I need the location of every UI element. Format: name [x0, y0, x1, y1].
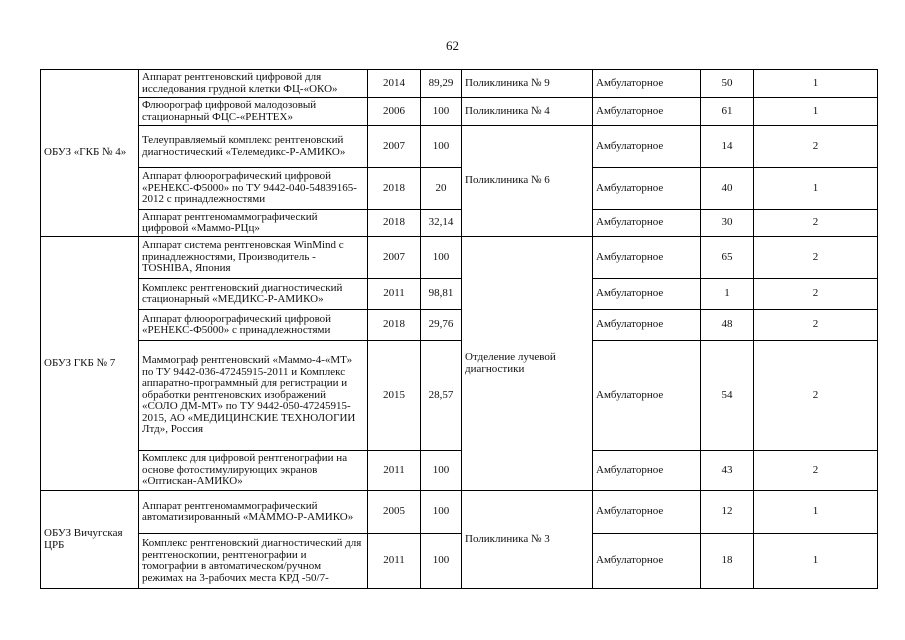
- type-cell: Амбулаторное: [593, 126, 701, 168]
- shifts-cell: 1: [754, 491, 878, 534]
- table-row: [41, 237, 878, 279]
- type-cell: Амбулаторное: [593, 210, 701, 237]
- year-cell: 2015: [368, 341, 421, 451]
- equipment-cell: Телеуправляемый комплекс рентгеновский диагностический «Телемедикс-Р-АМИКО»: [139, 126, 368, 168]
- org-cell: ОБУЗ Вичугская ЦРБ: [41, 491, 139, 589]
- load-cell: 54: [701, 341, 754, 451]
- equipment-cell: Флюорограф цифровой малодозовый стационарный ФЦС-«РЕНТЕХ»: [139, 98, 368, 126]
- load-cell: 40: [701, 168, 754, 210]
- year-cell: 2011: [368, 279, 421, 310]
- equipment-cell: Аппарат флюорографический цифровой «РЕНЕКС-Ф5000» с принадлежностями: [139, 310, 368, 341]
- type-cell: Амбулаторное: [593, 168, 701, 210]
- shifts-cell: 2: [754, 451, 878, 491]
- table-row: [41, 210, 878, 237]
- year-cell: 2014: [368, 70, 421, 98]
- percent-cell: 100: [421, 126, 462, 168]
- equipment-cell: Комплекс для цифровой рентгенографии на основе фотостимулирующих экранов «Оптискан-АМИКО»: [139, 451, 368, 491]
- table-row: [41, 70, 878, 98]
- page-number: 62: [446, 38, 459, 53]
- year-cell: 2018: [368, 168, 421, 210]
- table-row: [41, 341, 878, 451]
- org-cell: ОБУЗ «ГКБ № 4»: [41, 70, 139, 237]
- table-row: [41, 98, 878, 126]
- shifts-cell: 2: [754, 341, 878, 451]
- shifts-cell: 2: [754, 279, 878, 310]
- type-cell: Амбулаторное: [593, 70, 701, 98]
- year-cell: 2005: [368, 491, 421, 534]
- year-cell: 2007: [368, 126, 421, 168]
- dept-cell: Поликлиника № 6: [462, 126, 593, 237]
- percent-cell: 98,81: [421, 279, 462, 310]
- table-row: [41, 534, 878, 589]
- shifts-cell: 2: [754, 237, 878, 279]
- percent-cell: 32,14: [421, 210, 462, 237]
- type-cell: Амбулаторное: [593, 534, 701, 589]
- percent-cell: 29,76: [421, 310, 462, 341]
- equipment-cell: Маммограф рентгеновский «Маммо-4-«МТ» по ТУ 9442-036-47245915-2011 и Комплекс аппаратно-программный для регистрации и обработки рентгеновских изображений «СОЛО ДМ-МТ» по ТУ 9442-050-47245915-2015, АО «МЕДИЦИНСКИЕ ТЕХНОЛОГИИ Лтд», Россия: [139, 341, 368, 451]
- shifts-cell: 1: [754, 534, 878, 589]
- type-cell: Амбулаторное: [593, 310, 701, 341]
- load-cell: 61: [701, 98, 754, 126]
- percent-cell: 100: [421, 451, 462, 491]
- load-cell: 18: [701, 534, 754, 589]
- table-row: [41, 279, 878, 310]
- year-cell: 2006: [368, 98, 421, 126]
- equipment-cell: Комплекс рентгеновский диагностический для рентгеноскопии, рентгенографии и томографии в автоматическом/ручном режимах на 3-рабочих места КРД -50/7-: [139, 534, 368, 589]
- load-cell: 50: [701, 70, 754, 98]
- equipment-cell: Аппарат рентгеномаммографический цифровой «Маммо-РЦц»: [139, 210, 368, 237]
- shifts-cell: 2: [754, 310, 878, 341]
- year-cell: 2018: [368, 310, 421, 341]
- shifts-cell: 2: [754, 126, 878, 168]
- year-cell: 2011: [368, 451, 421, 491]
- dept-cell: Поликлиника № 9: [462, 70, 593, 98]
- shifts-cell: 2: [754, 210, 878, 237]
- table-row: [41, 491, 878, 534]
- equipment-cell: Аппарат рентгеномаммографический автоматизированный «МАММО-Р-АМИКО»: [139, 491, 368, 534]
- type-cell: Амбулаторное: [593, 491, 701, 534]
- percent-cell: 100: [421, 98, 462, 126]
- percent-cell: 100: [421, 534, 462, 589]
- percent-cell: 89,29: [421, 70, 462, 98]
- load-cell: 43: [701, 451, 754, 491]
- shifts-cell: 1: [754, 70, 878, 98]
- type-cell: Амбулаторное: [593, 98, 701, 126]
- load-cell: 12: [701, 491, 754, 534]
- percent-cell: 20: [421, 168, 462, 210]
- dept-cell: Отделение лучевой диагностики: [462, 237, 593, 491]
- percent-cell: 100: [421, 491, 462, 534]
- dept-cell: Поликлиника № 4: [462, 98, 593, 126]
- type-cell: Амбулаторное: [593, 237, 701, 279]
- dept-cell: Поликлиника № 3: [462, 491, 593, 589]
- equipment-cell: Комплекс рентгеновский диагностический стационарный «МЕДИКС-Р-АМИКО»: [139, 279, 368, 310]
- table-row: [41, 168, 878, 210]
- year-cell: 2018: [368, 210, 421, 237]
- load-cell: 14: [701, 126, 754, 168]
- table-row: [41, 310, 878, 341]
- year-cell: 2007: [368, 237, 421, 279]
- equipment-cell: Аппарат система рентгеновская WinMind с принадлежностями, Производитель - TOSHIBA, Япония: [139, 237, 368, 279]
- org-cell: ОБУЗ ГКБ № 7: [41, 237, 139, 491]
- shifts-cell: 1: [754, 168, 878, 210]
- table-row: [41, 451, 878, 491]
- load-cell: 65: [701, 237, 754, 279]
- load-cell: 30: [701, 210, 754, 237]
- percent-cell: 28,57: [421, 341, 462, 451]
- load-cell: 1: [701, 279, 754, 310]
- shifts-cell: 1: [754, 98, 878, 126]
- year-cell: 2011: [368, 534, 421, 589]
- percent-cell: 100: [421, 237, 462, 279]
- type-cell: Амбулаторное: [593, 451, 701, 491]
- type-cell: Амбулаторное: [593, 341, 701, 451]
- table-row: [41, 126, 878, 168]
- type-cell: Амбулаторное: [593, 279, 701, 310]
- equipment-cell: Аппарат рентгеновский цифровой для исследования грудной клетки ФЦ-«ОКО»: [139, 70, 368, 98]
- load-cell: 48: [701, 310, 754, 341]
- equipment-table: [40, 69, 878, 589]
- equipment-cell: Аппарат флюорографический цифровой «РЕНЕКС-Ф5000» по ТУ 9442-040-54839165-2012 с принадлежностями: [139, 168, 368, 210]
